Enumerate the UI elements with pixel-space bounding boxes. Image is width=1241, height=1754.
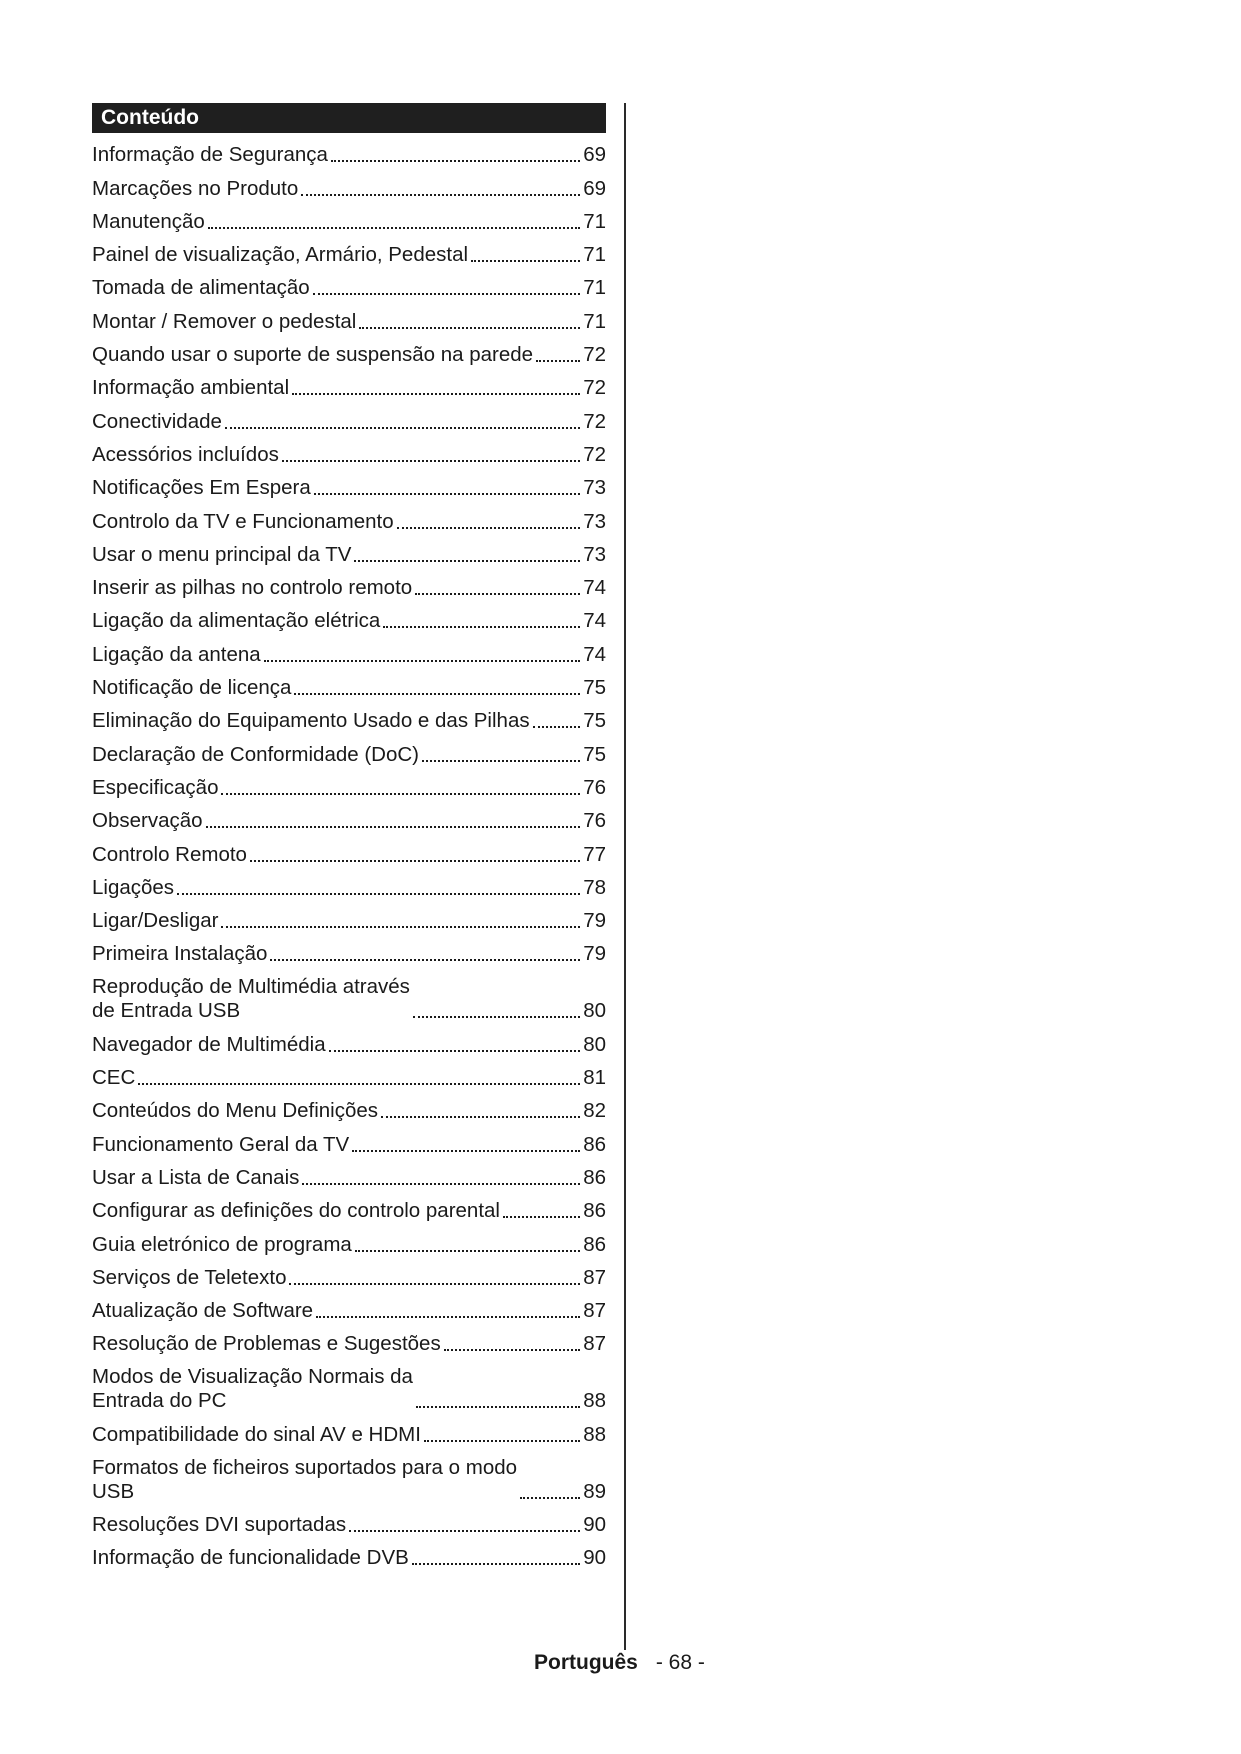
toc-entry-page: 74 [583, 609, 606, 633]
toc-entry-page: 86 [583, 1132, 606, 1156]
toc-dot-leader [397, 517, 581, 529]
toc-entry-page: 77 [583, 842, 606, 866]
toc-entry-title-line1: Modos de Visualização Normais da [92, 1365, 413, 1389]
toc-entry[interactable] [92, 966, 606, 1023]
toc-entry-title [92, 1365, 413, 1413]
toc-entry[interactable] [92, 567, 606, 600]
toc-entry-page: 74 [583, 576, 606, 600]
toc-entry-title-text: Informação ambiental [92, 376, 290, 400]
toc-entry-title [92, 609, 380, 633]
toc-entry-title [92, 1099, 378, 1123]
toc-entry-page: 69 [583, 176, 606, 200]
toc-entry-title-text: Controlo Remoto [92, 842, 247, 866]
toc-entry-title [92, 709, 530, 733]
toc-entry[interactable] [92, 1413, 606, 1446]
column-divider [624, 103, 626, 1650]
toc-dot-leader [292, 383, 580, 395]
toc-entry-title [92, 543, 351, 567]
toc-dot-leader [225, 417, 580, 429]
toc-entry-title [92, 1299, 313, 1323]
toc-entry-title [92, 1332, 441, 1356]
toc-entry[interactable] [92, 1356, 606, 1413]
toc-entry[interactable] [92, 1223, 606, 1256]
toc-entry-page: 81 [583, 1066, 606, 1090]
toc-entry-page: 90 [583, 1512, 606, 1536]
toc-dot-leader [520, 1487, 580, 1499]
toc-entry-page: 87 [583, 1265, 606, 1289]
toc-entry-title-text: Montar / Remover o pedestal [92, 309, 357, 333]
toc-entry[interactable] [92, 534, 606, 567]
toc-entry-title [92, 1166, 299, 1190]
toc-entry-title [92, 1066, 135, 1090]
toc-entry[interactable] [92, 733, 606, 766]
toc-list [92, 134, 606, 1570]
toc-dot-leader [270, 949, 580, 961]
toc-entry-title-text: Resoluções DVI suportadas [92, 1512, 347, 1536]
toc-entry-title-text: Funcionamento Geral da TV [92, 1132, 350, 1156]
toc-dot-leader [208, 217, 580, 229]
toc-entry-title [92, 809, 203, 833]
toc-entry-title [92, 243, 468, 267]
toc-entry-page: 86 [583, 1199, 606, 1223]
toc-entry-title [92, 210, 205, 234]
toc-entry-title-text: Tomada de alimentação [92, 276, 310, 300]
toc-entry[interactable] [92, 334, 606, 367]
toc-entry[interactable] [92, 1057, 606, 1090]
toc-dot-leader [206, 816, 581, 828]
toc-entry-page: 74 [583, 642, 606, 666]
toc-heading: Conteúdo [92, 103, 606, 133]
toc-entry[interactable] [92, 933, 606, 966]
toc-entry-page: 69 [583, 143, 606, 167]
toc-dot-leader [359, 317, 580, 329]
toc-entry-title-line1: Formatos de ficheiros suportados para o modo [92, 1455, 518, 1479]
toc-entry[interactable] [92, 800, 606, 833]
toc-entry-title-text: Observação [92, 809, 203, 833]
toc-entry-title-text: de Entrada USB [92, 999, 241, 1023]
toc-dot-leader [352, 1140, 580, 1152]
toc-dot-leader [355, 1240, 580, 1252]
toc-entry-page: 71 [583, 243, 606, 267]
toc-entry-title-text: Informação de Segurança [92, 143, 328, 167]
toc-entry[interactable] [92, 201, 606, 234]
toc-entry-title-text: Conteúdos do Menu Definições [92, 1099, 379, 1123]
toc-entry[interactable] [92, 1504, 606, 1537]
toc-entry-title-text: Navegador de Multimédia [92, 1032, 326, 1056]
toc-entry-title [92, 443, 279, 467]
toc-entry-page: 73 [583, 509, 606, 533]
toc-dot-leader [294, 683, 580, 695]
toc-entry-title [92, 1133, 349, 1157]
toc-entry[interactable] [92, 600, 606, 633]
toc-entry[interactable] [92, 1257, 606, 1290]
toc-entry-title-text: Ligações [92, 875, 175, 899]
toc-entry[interactable] [92, 134, 606, 167]
toc-entry[interactable] [92, 833, 606, 866]
toc-entry-title-text: Usar o menu principal da TV [92, 542, 352, 566]
toc-entry-page: 86 [583, 1232, 606, 1256]
toc-entry-title-text: Guia eletrónico de programa [92, 1232, 352, 1256]
toc-entry[interactable] [92, 234, 606, 267]
toc-entry-page: 79 [583, 909, 606, 933]
toc-dot-leader [316, 1306, 580, 1318]
toc-entry-title [92, 876, 174, 900]
toc-entry-page: 80 [583, 999, 606, 1023]
toc-entry-title [92, 510, 394, 534]
toc-dot-leader [282, 450, 580, 462]
toc-dot-leader [250, 850, 580, 862]
toc-entry-title-text: Ligação da antena [92, 642, 261, 666]
toc-entry-title [92, 1546, 409, 1570]
toc-entry-title-line1: Reprodução de Multimédia através [92, 975, 410, 999]
toc-dot-leader [413, 1006, 580, 1018]
toc-entry-page: 88 [583, 1389, 606, 1413]
toc-entry[interactable] [92, 367, 606, 400]
toc-dot-leader [349, 1520, 580, 1532]
toc-entry-title [92, 576, 412, 600]
toc-dot-leader [412, 1553, 580, 1565]
toc-dot-leader [313, 283, 581, 295]
toc-entry-title-text: Primeira Instalação [92, 942, 268, 966]
toc-dot-leader [533, 716, 581, 728]
toc-entry-title-text: Eliminação do Equipamento Usado e das Pilhas [92, 709, 530, 733]
toc-entry-page: 86 [583, 1165, 606, 1189]
toc-entry-page: 87 [583, 1332, 606, 1356]
toc-entry-page: 89 [583, 1479, 606, 1503]
toc-entry-title [92, 343, 533, 367]
toc-entry[interactable] [92, 1190, 606, 1223]
toc-entry-title [92, 1513, 346, 1537]
toc-entry[interactable] [92, 300, 606, 333]
toc-entry-title-text: Atualização de Software [92, 1299, 314, 1323]
toc-entry-page: 87 [583, 1299, 606, 1323]
toc-entry-title-text: Ligar/Desligar [92, 909, 219, 933]
toc-entry-page: 72 [583, 343, 606, 367]
toc-entry[interactable] [92, 1323, 606, 1356]
toc-entry-title-text: Quando usar o suporte de suspensão na parede [92, 343, 534, 367]
toc-entry-title [92, 1423, 421, 1447]
toc-entry[interactable] [92, 467, 606, 500]
toc-entry-title-text: Resolução de Problemas e Sugestões [92, 1332, 441, 1356]
toc-entry-title-text: Notificações Em Espera [92, 476, 311, 500]
toc-dot-leader [503, 1206, 580, 1218]
toc-dot-leader [329, 1040, 581, 1052]
toc-entry-page: 75 [583, 742, 606, 766]
toc-entry-title-text: Ligação da alimentação elétrica [92, 609, 381, 633]
toc-entry-title-text: Serviços de Teletexto [92, 1265, 287, 1289]
toc-entry-page: 79 [583, 942, 606, 966]
toc-entry[interactable] [92, 1023, 606, 1056]
toc-dot-leader [302, 1173, 580, 1185]
toc-dot-leader [264, 650, 580, 662]
toc-entry-title [92, 476, 311, 500]
toc-dot-leader [536, 350, 580, 362]
toc-entry-title [92, 310, 356, 334]
toc-entry-title-text: Usar a Lista de Canais [92, 1165, 300, 1189]
toc-entry[interactable] [92, 267, 606, 300]
toc-entry-title-text: Informação de funcionalidade DVB [92, 1546, 409, 1570]
toc-entry-page: 80 [583, 1032, 606, 1056]
toc-entry-title-text: Entrada do PC [92, 1389, 227, 1413]
toc-entry-title-text: USB [92, 1479, 135, 1503]
toc-dot-leader [415, 583, 580, 595]
toc-entry-title-text: Especificação [92, 775, 219, 799]
toc-entry-title [92, 743, 419, 767]
toc-entry[interactable] [92, 767, 606, 800]
toc-entry-title-text: Manutenção [92, 209, 205, 233]
toc-entry-title [92, 909, 218, 933]
toc-entry-title-text: Painel de visualização, Armário, Pedestal [92, 243, 469, 267]
toc-dot-leader [331, 150, 580, 162]
toc-entry-title-text: Acessórios incluídos [92, 442, 279, 466]
toc-entry-title [92, 843, 247, 867]
toc-entry-title [92, 143, 328, 167]
toc-entry[interactable] [92, 667, 606, 700]
toc-entry[interactable] [92, 1290, 606, 1323]
toc-entry-title-text: Marcações no Produto [92, 176, 299, 200]
toc-entry-page: 72 [583, 376, 606, 400]
toc-entry-title-text: Inserir as pilhas no controlo remoto [92, 576, 413, 600]
toc-entry-page: 75 [583, 709, 606, 733]
toc-entry-title [92, 1456, 517, 1504]
toc-entry[interactable] [92, 400, 606, 433]
toc-entry-title [92, 643, 261, 667]
toc-entry-title [92, 1266, 286, 1290]
toc-dot-leader [221, 916, 580, 928]
toc-entry-page: 73 [583, 476, 606, 500]
toc-entry-title [92, 676, 291, 700]
toc-entry-title-text: Conectividade [92, 409, 222, 433]
toc-entry-title-text: Declaração de Conformidade (DoC) [92, 742, 420, 766]
toc-entry-page: 75 [583, 676, 606, 700]
footer-page-number: - 68 - [655, 1651, 705, 1674]
toc-entry[interactable] [92, 434, 606, 467]
toc-entry[interactable] [92, 1537, 606, 1570]
toc-dot-leader [354, 550, 580, 562]
toc-entry-title-text: Notificação de licença [92, 676, 292, 700]
toc-entry-title-text: CEC [92, 1066, 136, 1090]
toc-entry-title [92, 276, 310, 300]
page-footer [534, 1648, 705, 1678]
toc-entry[interactable] [92, 900, 606, 933]
toc-entry-title [92, 942, 267, 966]
toc-dot-leader [383, 616, 580, 628]
toc-entry[interactable] [92, 1123, 606, 1156]
toc-entry-page: 90 [583, 1546, 606, 1570]
toc-entry[interactable] [92, 1090, 606, 1123]
toc-entry-title [92, 1199, 500, 1223]
toc-dot-leader [289, 1273, 580, 1285]
toc-entry-title-text: Controlo da TV e Funcionamento [92, 509, 394, 533]
toc-entry[interactable] [92, 1157, 606, 1190]
toc-entry-page: 73 [583, 542, 606, 566]
toc-dot-leader [138, 1073, 580, 1085]
toc-dot-leader [314, 483, 580, 495]
toc-dot-leader [416, 1396, 580, 1408]
footer-language: Português [534, 1651, 638, 1674]
toc-entry[interactable] [92, 867, 606, 900]
toc-entry-page: 82 [583, 1099, 606, 1123]
toc-entry-page: 78 [583, 875, 606, 899]
toc-entry[interactable] [92, 1447, 606, 1504]
toc-entry-title [92, 410, 222, 434]
toc-entry-page: 88 [583, 1422, 606, 1446]
toc-dot-leader [301, 184, 580, 196]
toc-dot-leader [177, 883, 580, 895]
toc-entry[interactable] [92, 633, 606, 666]
toc-entry-page: 76 [583, 775, 606, 799]
toc-dot-leader [471, 250, 580, 262]
toc-entry-page: 72 [583, 442, 606, 466]
toc-entry-page: 71 [583, 276, 606, 300]
toc-entry[interactable] [92, 700, 606, 733]
toc-entry-title [92, 776, 218, 800]
toc-entry-page: 72 [583, 409, 606, 433]
toc-dot-leader [221, 783, 580, 795]
toc-dot-leader [444, 1339, 580, 1351]
toc-dot-leader [422, 750, 580, 762]
toc-entry-title-text: Configurar as definições do controlo parental [92, 1199, 500, 1223]
toc-entry-title [92, 975, 410, 1023]
toc-entry-title [92, 376, 289, 400]
toc-entry-title [92, 1233, 352, 1257]
toc-dot-leader [381, 1106, 580, 1118]
toc-entry-title-text: Compatibilidade do sinal AV e HDMI [92, 1422, 421, 1446]
toc-dot-leader [424, 1430, 580, 1442]
toc-entry-title [92, 1033, 326, 1057]
toc-entry-page: 71 [583, 309, 606, 333]
toc-entry-page: 76 [583, 809, 606, 833]
toc-entry[interactable] [92, 167, 606, 200]
toc-entry[interactable] [92, 500, 606, 533]
toc-entry-title [92, 177, 298, 201]
toc-entry-page: 71 [583, 209, 606, 233]
